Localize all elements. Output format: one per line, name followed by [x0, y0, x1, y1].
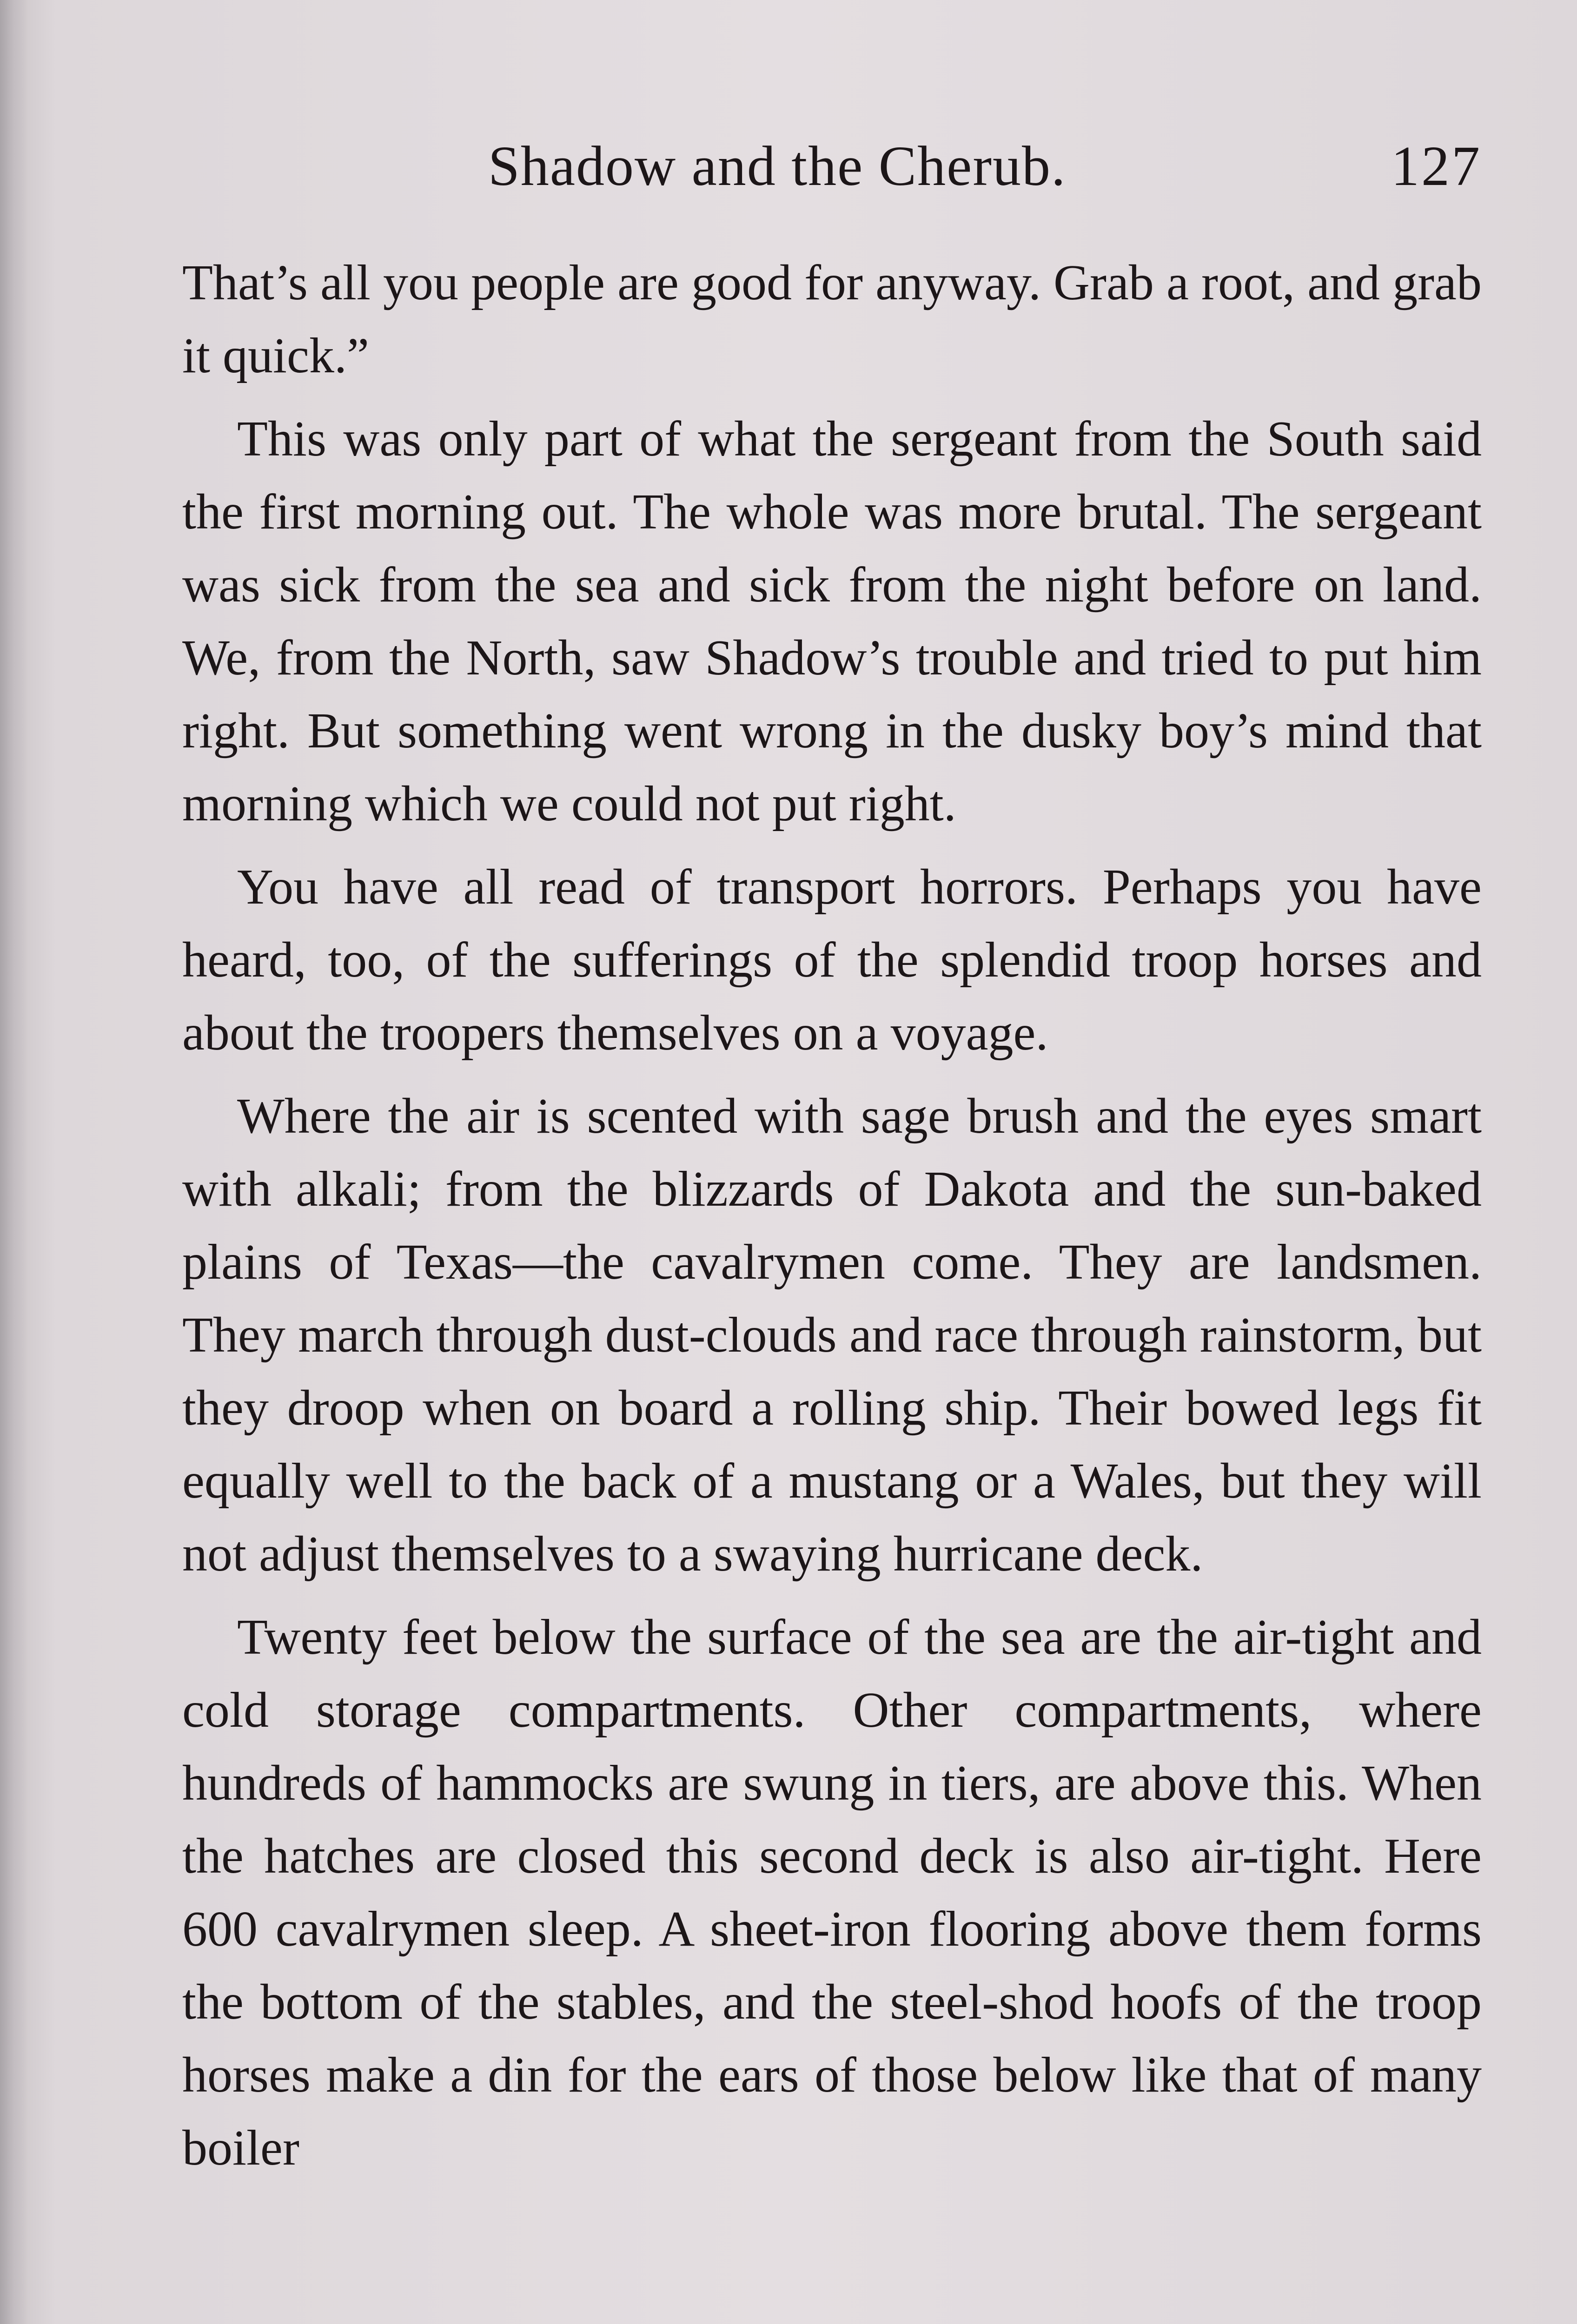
running-title: Shadow and the Cherub. [488, 135, 1067, 198]
body-text [182, 246, 1482, 2195]
binding-edge [0, 0, 28, 2324]
paragraph: You have all read of transport horrors. Perhaps you have heard, too, of the sufferings of the splendid troop horses and about the troopers themselves on a voyage. [182, 859, 1482, 1061]
paragraph: Where the air is scented with sage brush and the eyes smart with alkali; from the blizzards of Dakota and the sun-baked plains of Texas—the cavalrymen come. They are landsmen. They march through dust-clouds and race through rainstorm, but they droop when on board a rolling ship. Their bowed legs fit equally well to the back of a mustang or a Wales, but they will not adjust themselves to a swaying hurricane deck. [182, 1089, 1482, 1582]
paragraph: Twenty feet below the surface of the sea are the air-tight and cold storage compartments. Other compartments, where hundreds of hammocks are swung in tiers, are above this. When the hatches are closed this second deck is also air-tight. Here 600 cavalrymen sleep. A sheet-iron flooring above them forms the bottom of the stables, and the steel-shod hoofs of the troop horses make a din for the ears of those below like that of many boiler [182, 1610, 1482, 2176]
running-head [181, 125, 1482, 208]
paragraph: This was only part of what the sergeant from the South said the first morning out. The whole was more brutal. The sergeant was sick from the sea and sick from the night before on land. We, from the North, saw Shadow’s trouble and tried to put him right. But something went wrong in the dusky boy’s mind that morning which we could not put right. [182, 411, 1482, 832]
paragraph: That’s all you people are good for anyway. Grab a root, and grab it quick.” [182, 255, 1482, 383]
page-number: 127 [1391, 135, 1482, 198]
